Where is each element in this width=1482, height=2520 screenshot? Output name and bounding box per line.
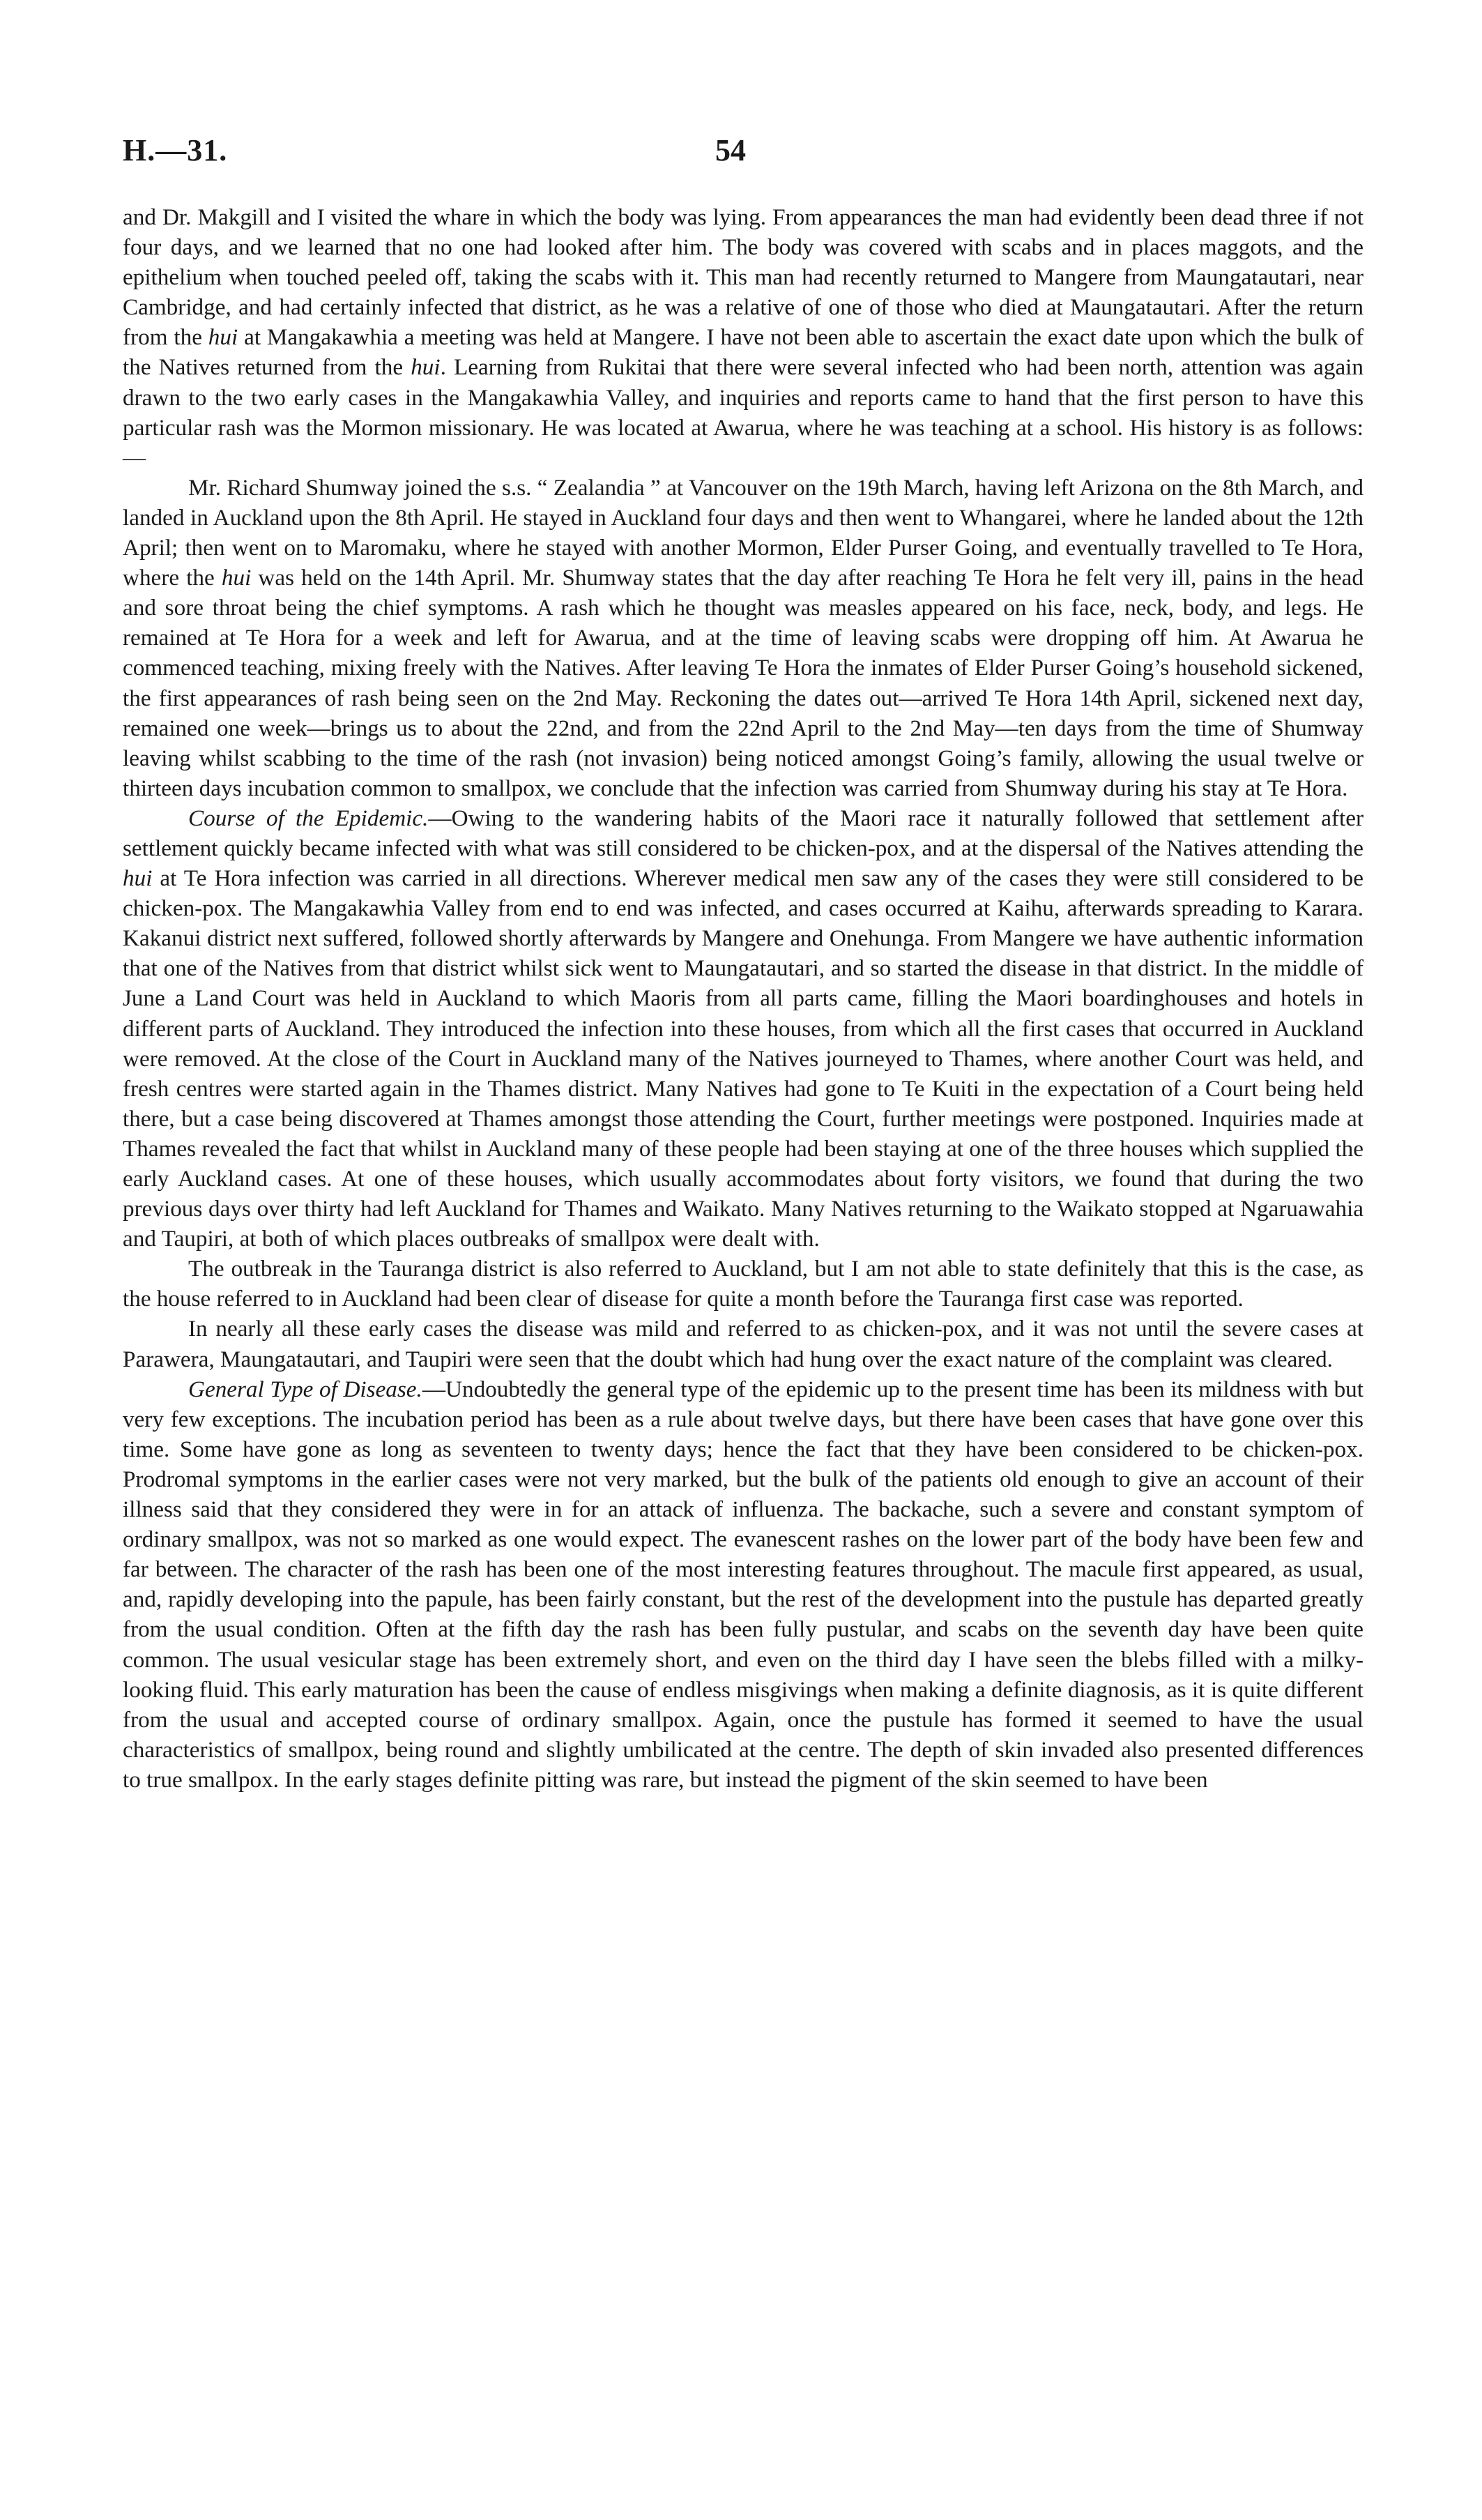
page-header xyxy=(123,132,1363,181)
paragraph-whare-visit xyxy=(123,202,1363,473)
text-run: Mr. Richard Shumway joined the s.s. “ Zealandia ” at Vancouver on the 19th March, having left Arizona on the 8th March, and landed in Auckland upon the 8th April. He stayed in Auckland four days and then went to Whangarei, where he landed about the 12th April; then went on to Maromaku, where he stayed with another Mormon, Elder Purser Going, and eventually travelled to Te Hora, where the xyxy=(123,474,1363,591)
text-run-italic: hui xyxy=(208,324,238,351)
document-code: H.—31. xyxy=(123,133,228,167)
text-run: at Mangakawhia a meeting was held at Mangere. I have not been able to ascertain the exact date upon which the bulk of the Natives returned from the xyxy=(123,324,1363,381)
text-run: and Dr. Makgill and I visited the whare in which the body was lying. From appearances the man had evidently been dead three if not four days, and we learned that no one had looked after him. The body was covered with scabs and in places maggots, and the epithelium when touched peeled off, taking the scabs with it. This man had recently returned to Mangere from Maungatautari, near Cambridge, and had certainly infected that district, as he was a relative of one of those who died at Maungatautari. After the return from the xyxy=(123,204,1363,351)
text-run-italic: hui xyxy=(221,565,252,591)
paragraph-early-cases xyxy=(123,1314,1363,1374)
page-number: 54 xyxy=(715,133,746,167)
paragraph-general-type-of-disease xyxy=(123,1374,1363,1795)
text-run-italic: hui xyxy=(123,865,153,892)
section-heading-general-type-of-disease: General Type of Disease. xyxy=(188,1376,422,1402)
text-run: . Learning from Rukitai that there were several infected who had been north, attention was again drawn to the two early cases in the Mangakawhia Valley, and inquiries and reports came to hand that the first person to have this particular rash was the Mormon missionary. He was located at Awarua, where he was teaching at a school. His history is as follows:— xyxy=(123,354,1363,471)
text-run: was held on the 14th April. Mr. Shumway states that the day after reaching Te Hora he felt very ill, pains in the head and sore throat being the chief symptoms. A rash which he thought was measles appeared on his face, neck, body, and legs. He remained at Te Hora for a week and left for Awarua, and at the time of leaving scabs were dropping off him. At Awarua he commenced teaching, mixing freely with the Natives. After leaving Te Hora the inmates of Elder Purser Going’s household sickened, the first appearances of rash being seen on the 2nd May. Reckoning the dates out—arrived Te Hora 14th April, sickened next day, remained one week—brings us to about the 22nd, and from the 22nd April to the 2nd May—ten days from the time of Shumway leaving whilst scabbing to the time of the rash (not invasion) being noticed amongst Going’s family, allowing the usual twelve or thirteen days incubation common to smallpox, we conclude that the infection was carried from Shumway during his stay at Te Hora. xyxy=(123,565,1363,801)
paragraph-shumway-history xyxy=(123,473,1363,803)
text-run: In nearly all these early cases the disease was mild and referred to as chicken-pox, and it was not until the severe cases at Parawera, Maungatautari, and Taupiri were seen that the doubt which had hung over the exact nature of the complaint was cleared. xyxy=(123,1316,1363,1372)
text-run: at Te Hora infection was carried in all directions. Wherever medical men saw any of the cases they were still considered to be chicken-pox. The Mangakawhia Valley from end to end was infected, and cases occurred at Kaihu, afterwards spreading to Karara. Kakanui district next suffered, followed shortly afterwards by Mangere and Onehunga. From Mangere we have authentic information that one of the Natives from that district whilst sick went to Maungatautari, and so started the disease in that district. In the middle of June a Land Court was held in Auckland to which Maoris from all parts came, filling the Maori boardinghouses and hotels in different parts of Auckland. They introduced the infection into these houses, from which all the first cases that occurred in Auckland were removed. At the close of the Court in Auckland many of the Natives journeyed to Thames, where another Court was held, and fresh centres were started again in the Thames district. Many Natives had gone to Te Kuiti in the expectation of a Court being held there, but a case being discovered at Thames amongst those attending the Court, further meetings were postponed. Inquiries made at Thames revealed the fact that whilst in Auckland many of these people had been staying at one of the three houses which supplied the early Auckland cases. At one of these houses, which usually accommodates about forty visitors, we found that during the two previous days over thirty had left Auckland for Thames and Waikato. Many Natives returning to the Waikato stopped at Ngaruawahia and Taupiri, at both of which places outbreaks of smallpox were dealt with. xyxy=(123,865,1363,1252)
text-run-italic: hui xyxy=(411,354,441,381)
paragraph-course-of-epidemic xyxy=(123,803,1363,1254)
paragraph-tauranga-outbreak xyxy=(123,1254,1363,1314)
text-run: —Undoubtedly the general type of the epidemic up to the present time has been its mildness with but very few exceptions. The incubation period has been as a rule about twelve days, but there have been cases that have gone over this time. Some have gone as long as seventeen to twenty days; hence the fact that they have been considered to be chicken-pox. Prodromal symptoms in the earlier cases were not very marked, but the bulk of the patients old enough to give an account of their illness said that they considered they were in for an attack of influenza. The backache, such a severe and constant symptom of ordinary smallpox, was not so marked as one would expect. The evanescent rashes on the lower part of the body have been few and far between. The character of the rash has been one of the most interesting features throughout. The macule first appeared, as usual, and, rapidly developing into the papule, has been fairly constant, but the rest of the development into the pustule has departed greatly from the usual condition. Often at the fifth day the rash has been fully pustular, and scabs on the seventh day have been quite common. The usual vesicular stage has been extremely short, and even on the third day I have seen the blebs filled with a milky-looking fluid. This early maturation has been the cause of endless misgivings when making a definite diagnosis, as it is quite different from the usual and accepted course of ordinary smallpox. Again, once the pustule has formed it seemed to have the usual characteristics of smallpox, being round and slightly umbilicated at the centre. The depth of skin invaded also presented differences to true smallpox. In the early stages definite pitting was rare, but instead the pigment of the skin seemed to have been xyxy=(123,1376,1363,1793)
text-run: The outbreak in the Tauranga district is also referred to Auckland, but I am not able to state definitely that this is the case, as the house referred to in Auckland had been clear of disease for quite a month before the Tauranga first case was reported. xyxy=(123,1256,1363,1312)
section-heading-course-of-epidemic: Course of the Epidemic. xyxy=(188,805,429,831)
text-run: —Owing to the wandering habits of the Maori race it naturally followed that settlement after settlement quickly became infected with what was still considered to be chicken-pox, and at the dispersal of the Natives attending the xyxy=(123,805,1363,861)
body-text xyxy=(123,202,1363,1795)
